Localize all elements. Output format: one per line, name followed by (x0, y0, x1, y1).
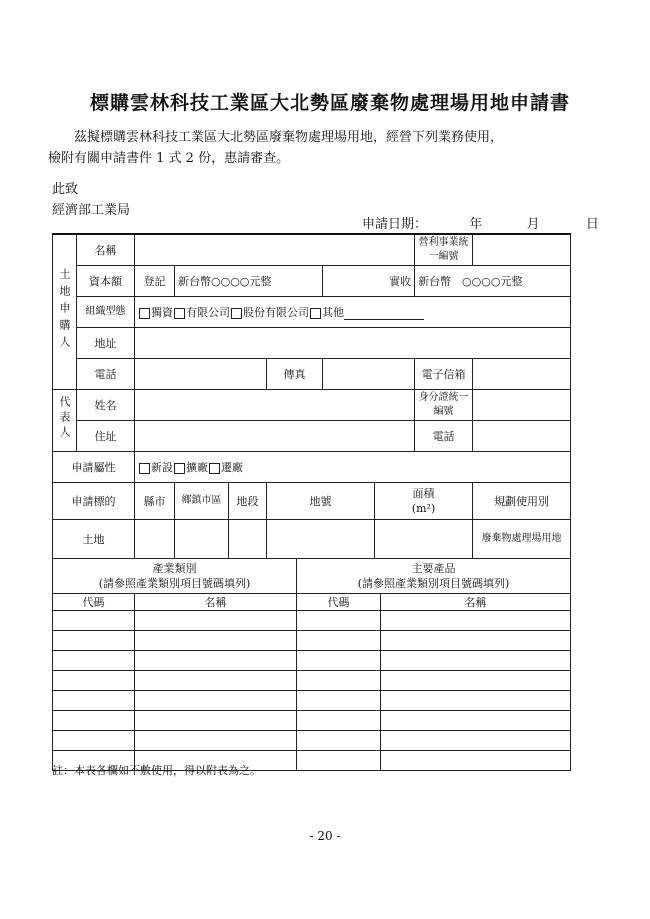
main-product-note: (請參照產業類別項目號碼填列) (357, 577, 510, 590)
email-label: 電子信箱 (415, 359, 473, 390)
product-code-cell[interactable] (297, 711, 381, 731)
row-land (53, 520, 571, 559)
product-code-cell[interactable] (297, 751, 381, 771)
footnote: 註：本表各欄如不敷使用，得以附表為之。 (52, 764, 261, 777)
checkbox-limited-company[interactable] (174, 308, 185, 319)
industry-code-cell[interactable] (53, 671, 135, 691)
area-unit: (m²) (411, 502, 436, 515)
name-label: 名稱 (77, 234, 135, 266)
application-date (362, 213, 599, 232)
email-field[interactable] (473, 359, 571, 390)
org-type-label: 組織型態 (77, 297, 135, 328)
industry-name-label: 名稱 (135, 594, 297, 611)
table-row (53, 671, 571, 691)
date-year: 年 (469, 217, 483, 232)
industry-name-cell[interactable] (135, 711, 297, 731)
registered-label: 登記 (135, 266, 175, 297)
row-address (53, 328, 571, 359)
checkbox-corporation[interactable] (231, 308, 242, 319)
date-month: 月 (526, 217, 540, 232)
product-code-label: 代碼 (297, 594, 381, 611)
option-other: 其他 (322, 306, 344, 319)
township-field[interactable] (175, 520, 229, 559)
industry-name-cell[interactable] (135, 671, 297, 691)
application-form-table (52, 233, 571, 559)
product-name-cell[interactable] (381, 751, 571, 771)
option-limited-company: 有限公司 (186, 306, 230, 319)
main-product-title: 主要產品 (411, 562, 456, 575)
industry-name-cell[interactable] (135, 691, 297, 711)
document-title: 標購雲林科技工業區大北勢區廢棄物處理場用地申請書 (89, 92, 570, 114)
biz-reg-no-field[interactable] (473, 234, 571, 266)
table-row (53, 691, 571, 711)
product-name-cell[interactable] (381, 631, 571, 651)
checkbox-expand[interactable] (174, 463, 185, 474)
table-row (53, 631, 571, 651)
area-header (375, 483, 473, 520)
industry-name-cell[interactable] (135, 611, 297, 631)
address-field[interactable] (135, 328, 571, 359)
table-row (53, 711, 571, 731)
section-field[interactable] (229, 520, 267, 559)
applicant-group-label: 土地申購人 (53, 234, 77, 390)
planned-use-label: 規劃使用別 (473, 483, 571, 520)
product-code-cell[interactable] (297, 731, 381, 751)
product-name-cell[interactable] (381, 651, 571, 671)
section-label: 地段 (229, 483, 267, 520)
row-rep-name (53, 390, 571, 421)
industry-code-cell[interactable] (53, 611, 135, 631)
option-new: 新設 (151, 461, 173, 474)
row-org-type (53, 297, 571, 328)
industry-code-label: 代碼 (53, 594, 135, 611)
recipient: 經濟部工業局 (52, 203, 131, 218)
rep-phone-field[interactable] (473, 421, 571, 452)
option-sole-proprietorship: 獨資 (151, 306, 173, 319)
paid-label: 實收 (323, 266, 415, 297)
intro-line-2: 檢附有關申請書件 1 式 2 份，惠請審查。 (48, 151, 290, 166)
industry-category-header (53, 559, 297, 594)
date-label: 申請日期： (362, 217, 428, 232)
row-rep-address (53, 421, 571, 452)
option-relocate: 遷廠 (221, 461, 243, 474)
product-code-cell[interactable] (297, 671, 381, 691)
checkbox-sole-proprietorship[interactable] (139, 308, 150, 319)
product-name-cell[interactable] (381, 611, 571, 631)
county-label: 縣市 (135, 483, 175, 520)
option-expand: 擴廠 (186, 461, 208, 474)
table-row (53, 651, 571, 671)
biz-reg-no-label: 營利事業統一編號 (415, 234, 473, 266)
area-label: 面積 (412, 487, 435, 500)
industry-category-title: 產業類別 (152, 562, 197, 575)
industry-name-cell[interactable] (135, 731, 297, 751)
industry-code-cell[interactable] (53, 651, 135, 671)
salutation: 此致 (52, 182, 79, 197)
capital-label: 資本額 (77, 266, 135, 297)
lot-label: 地號 (267, 483, 375, 520)
app-type-label: 申請屬性 (53, 452, 135, 483)
phone-label: 電話 (77, 359, 135, 390)
township-label: 鄉鎮市區 (175, 483, 229, 520)
checkbox-other[interactable] (310, 308, 321, 319)
area-field[interactable] (375, 520, 473, 559)
rep-group-label: 代表人 (53, 390, 77, 452)
rep-phone-label: 電話 (415, 421, 473, 452)
industry-name-cell[interactable] (135, 651, 297, 671)
industry-category-note: (請參照產業類別項目號碼填列) (98, 577, 251, 590)
intro-paragraph (48, 127, 588, 169)
product-code-cell[interactable] (297, 691, 381, 711)
industry-code-cell[interactable] (53, 711, 135, 731)
other-underline[interactable] (344, 308, 424, 320)
id-no-label: 身分證統一編號 (415, 390, 473, 421)
product-name-cell[interactable] (381, 731, 571, 751)
industry-code-cell[interactable] (53, 691, 135, 711)
checkbox-relocate[interactable] (209, 463, 220, 474)
paid-capital-field[interactable]: 新台幣 ○○○○元整 (415, 266, 571, 297)
checkbox-new[interactable] (139, 463, 150, 474)
rep-name-label: 姓名 (77, 390, 135, 421)
product-name-label: 名稱 (381, 594, 571, 611)
row-target-header (53, 483, 571, 520)
date-day: 日 (585, 217, 599, 232)
industry-code-cell[interactable] (53, 731, 135, 751)
product-name-cell[interactable] (381, 691, 571, 711)
id-no-field[interactable] (473, 390, 571, 421)
industry-code-cell[interactable] (53, 631, 135, 651)
phone-field[interactable] (135, 359, 267, 390)
planned-use-value: 廢棄物處理場用地 (473, 520, 571, 559)
land-label: 土地 (53, 520, 135, 559)
product-name-cell[interactable] (381, 671, 571, 691)
address-label: 地址 (77, 328, 135, 359)
residence-field[interactable] (135, 421, 415, 452)
name-field[interactable] (135, 234, 415, 266)
main-product-header (297, 559, 571, 594)
product-code-cell[interactable] (297, 611, 381, 631)
table-row (53, 611, 571, 631)
org-type-options (135, 297, 571, 328)
industry-subheader-row (53, 594, 571, 611)
page-number: - 20 - (309, 829, 341, 843)
intro-line-1: 茲擬標購雲林科技工業區大北勢區廢棄物處理場用地，經營下列業務使用， (74, 130, 504, 145)
fax-field[interactable] (323, 359, 415, 390)
rep-name-field[interactable] (135, 390, 415, 421)
row-contact (53, 359, 571, 390)
target-label: 申請標的 (53, 483, 135, 520)
row-app-type (53, 452, 571, 483)
product-code-cell[interactable] (297, 651, 381, 671)
app-type-options (135, 452, 571, 483)
residence-label: 住址 (77, 421, 135, 452)
row-name (53, 234, 571, 266)
table-row (53, 731, 571, 751)
industry-name-cell[interactable] (135, 631, 297, 651)
lot-field[interactable] (267, 520, 375, 559)
registered-capital-field[interactable]: 新台幣○○○○元整 (175, 266, 323, 297)
product-name-cell[interactable] (381, 711, 571, 731)
industry-table (52, 558, 571, 771)
product-code-cell[interactable] (297, 631, 381, 651)
fax-label: 傳真 (267, 359, 323, 390)
county-field[interactable] (135, 520, 175, 559)
option-corporation: 股份有限公司 (243, 306, 309, 319)
industry-header-row (53, 559, 571, 594)
row-capital (53, 266, 571, 297)
